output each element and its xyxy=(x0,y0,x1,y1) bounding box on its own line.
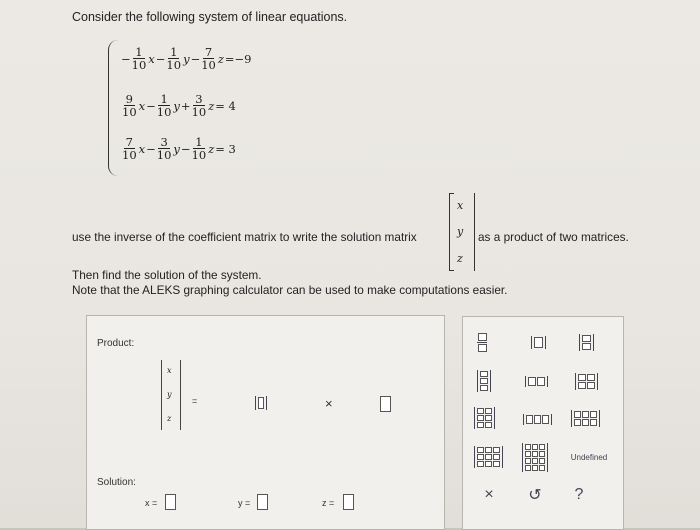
y-answer-input[interactable] xyxy=(257,494,268,510)
equation-sign: − xyxy=(121,51,131,66)
fraction: $\frac{7}{10}$ xyxy=(122,135,137,162)
fraction: $\frac{7}{10}$ xyxy=(201,45,216,72)
fraction: $\frac{1}{10}$ xyxy=(131,45,147,72)
equation-3 xyxy=(121,136,236,161)
matrix-4x3-icon xyxy=(522,443,548,472)
vector-y: y xyxy=(457,225,464,238)
x-label: x = xyxy=(145,498,158,508)
fraction: $\frac{3}{10}$ xyxy=(156,135,172,162)
matrix-3x2-button[interactable] xyxy=(471,405,497,431)
var-y: y xyxy=(173,141,180,156)
matrix-2x3-button[interactable] xyxy=(567,405,603,431)
then-find-text: Then find the solution of the system. xyxy=(72,268,262,282)
matrix-1x3-icon xyxy=(523,414,552,425)
y-label: y = xyxy=(238,498,251,508)
vector-z: z xyxy=(457,252,463,265)
product-label: Product: xyxy=(97,338,135,349)
matrix-z: z xyxy=(167,414,172,423)
matrix-3x2-icon xyxy=(474,407,495,429)
equation-rhs: = 4 xyxy=(215,98,236,113)
var-x: x xyxy=(148,51,155,66)
undefined-button[interactable]: Undefined xyxy=(570,452,608,462)
matrix-2x2-button[interactable] xyxy=(569,369,603,393)
equation-1 xyxy=(121,46,252,71)
matrix-2x2-icon xyxy=(575,373,598,390)
var-y: y xyxy=(173,98,180,113)
solution-vector-xyz xyxy=(449,193,475,271)
answer-panel xyxy=(86,315,445,530)
undo-button[interactable]: ↺ xyxy=(528,487,542,504)
times-sign: × xyxy=(325,396,333,411)
operator: − xyxy=(155,51,166,66)
matrix-input-1[interactable] xyxy=(255,396,267,414)
fraction: $\frac{1}{10}$ xyxy=(191,135,207,162)
matrix-2x3-icon xyxy=(571,410,600,427)
matrix-1x3-button[interactable] xyxy=(515,409,559,429)
operator: − xyxy=(180,141,191,156)
var-y: y xyxy=(183,51,190,66)
matrix-2x1-button[interactable] xyxy=(571,331,601,353)
var-x: x xyxy=(138,141,146,156)
math-palette xyxy=(462,316,624,530)
z-answer-input[interactable] xyxy=(343,494,354,510)
equation-system xyxy=(108,40,279,176)
x-answer-input[interactable] xyxy=(165,494,176,510)
problem-prompt: Consider the following system of linear equations. xyxy=(72,10,348,24)
matrix-4x3-button[interactable] xyxy=(521,441,549,473)
fraction: $\frac{9}{10}$ xyxy=(122,92,137,119)
help-button[interactable]: ? xyxy=(574,486,584,503)
equation-rhs: = 3 xyxy=(215,141,236,156)
operator: − xyxy=(146,98,156,113)
var-x: x xyxy=(138,98,146,113)
matrix-1x2-icon xyxy=(525,376,548,387)
fraction: $\frac{1}{10}$ xyxy=(156,92,172,119)
operator: − xyxy=(146,141,156,156)
solution-label: Solution: xyxy=(97,477,136,488)
calculator-note: Note that the ALEKS graphing calculator can be used to make computations easier. xyxy=(72,283,508,297)
clear-button[interactable]: × xyxy=(484,486,494,503)
fraction-icon xyxy=(477,333,487,352)
matrix-1x1-icon xyxy=(531,336,546,349)
matrix-1x2-button[interactable] xyxy=(518,371,554,391)
matrix-3x3-icon xyxy=(474,446,503,468)
matrix-3x1-icon xyxy=(477,370,491,392)
product-xyz-matrix xyxy=(161,360,181,430)
operator: + xyxy=(180,98,191,113)
var-z: z xyxy=(217,51,224,66)
matrix-3x1-button[interactable] xyxy=(473,369,495,393)
matrix-input-2[interactable] xyxy=(380,396,391,412)
var-z: z xyxy=(208,98,215,113)
equation-rhs: =−9 xyxy=(224,51,252,66)
instruction-text: use the inverse of the coefficient matrix to write the solution matrix xyxy=(72,230,417,244)
matrix-y: y xyxy=(167,390,172,399)
operator: − xyxy=(190,51,201,66)
matrix-3x3-button[interactable] xyxy=(471,443,505,471)
instruction-text-end: as a product of two matrices. xyxy=(478,230,629,244)
fraction: $\frac{1}{10}$ xyxy=(166,45,182,72)
var-z: z xyxy=(208,141,215,156)
fraction-button[interactable] xyxy=(471,331,493,353)
z-label: z = xyxy=(322,498,335,508)
matrix-2x1-icon xyxy=(579,334,594,351)
vector-x: x xyxy=(457,199,464,212)
matrix-1x1-button[interactable] xyxy=(523,331,553,353)
equation-2 xyxy=(121,93,236,118)
fraction: $\frac{3}{10}$ xyxy=(191,92,207,119)
matrix-x: x xyxy=(167,366,172,375)
equals-sign: = xyxy=(192,396,198,406)
